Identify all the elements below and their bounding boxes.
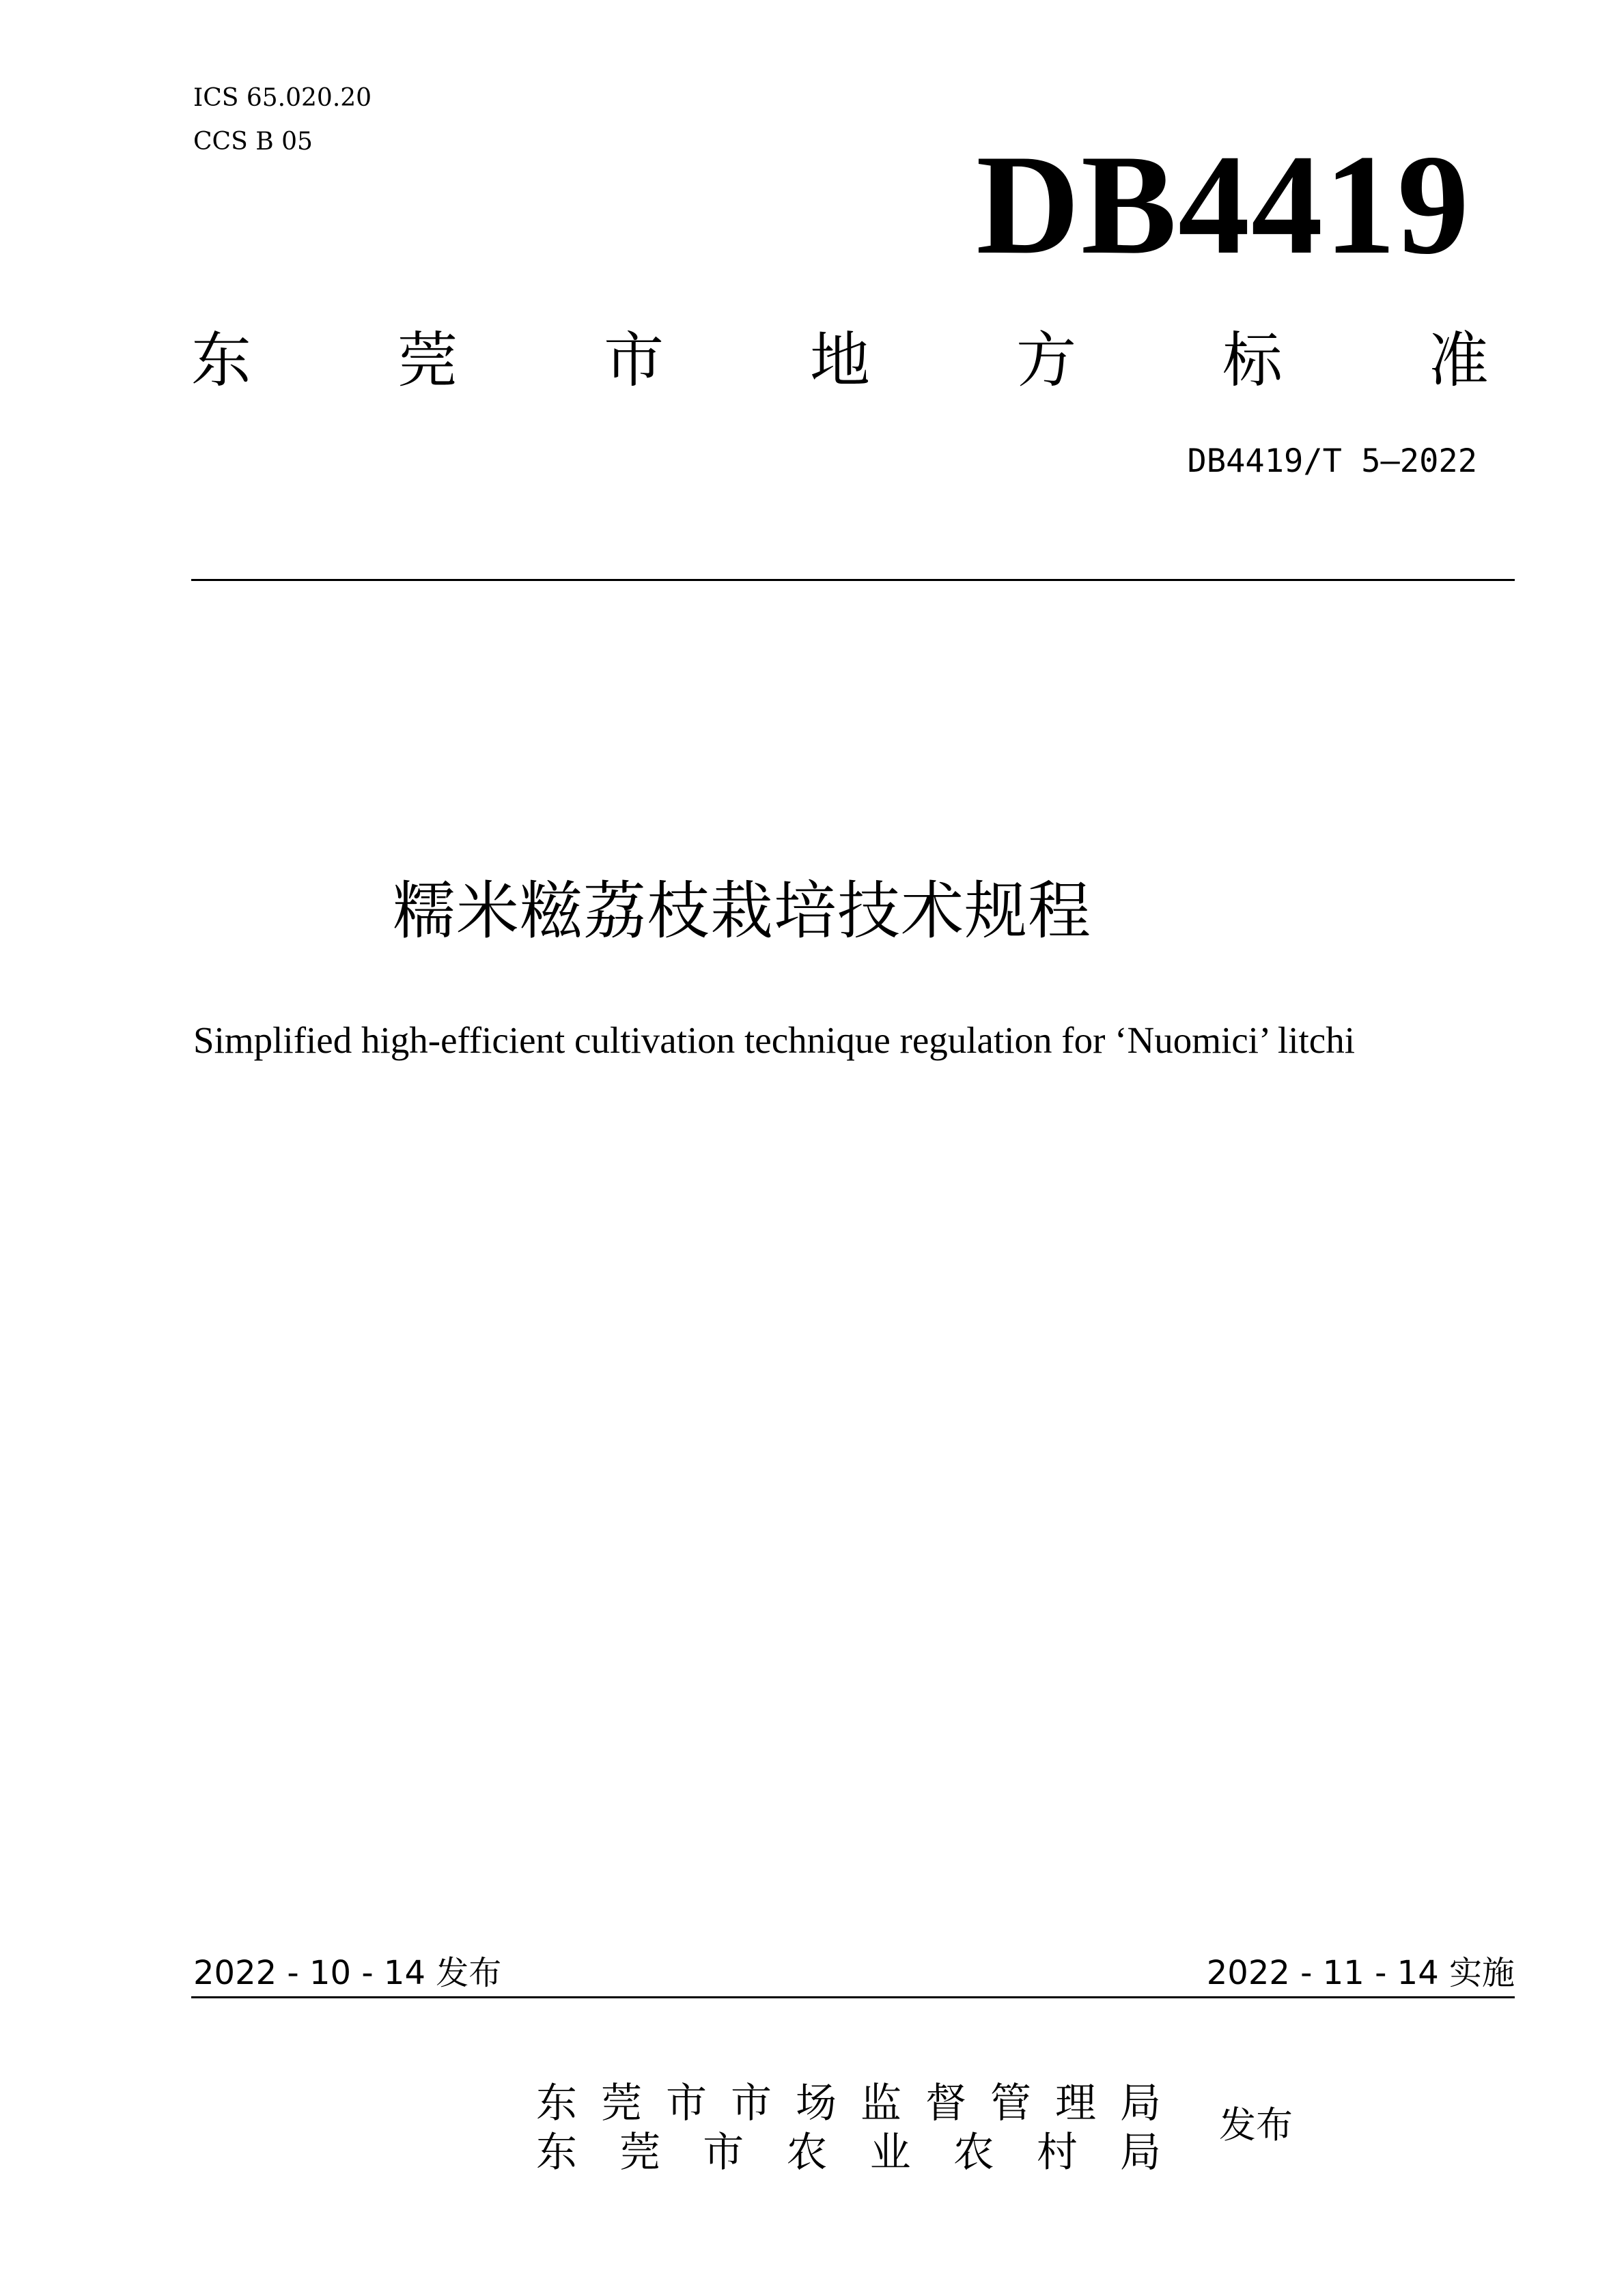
- publisher-char: 局: [1119, 2129, 1161, 2177]
- publisher-char: 莞: [601, 2080, 642, 2127]
- standard-logo: DB4419: [976, 126, 1470, 284]
- publish-label: 发布: [1219, 2103, 1293, 2146]
- publisher-char: 东: [536, 2080, 577, 2127]
- document-title-chinese: 糯米糍荔枝栽培技术规程: [393, 875, 1092, 948]
- publisher-char: 理: [1055, 2080, 1096, 2127]
- standard-type-char: 东: [191, 325, 252, 395]
- standard-type-char: 地: [809, 325, 870, 395]
- standard-type-char: 市: [603, 325, 664, 395]
- standard-type-char: 准: [1428, 325, 1489, 395]
- publisher-char: 村: [1036, 2129, 1078, 2177]
- publisher-char: 市: [703, 2129, 744, 2177]
- header-divider: [191, 579, 1515, 581]
- publisher-agriculture-bureau: [536, 2128, 1161, 2177]
- publisher-market-regulation: [536, 2079, 1161, 2128]
- publisher-char: 莞: [619, 2129, 661, 2177]
- ics-code: ICS 65.020.20: [193, 84, 372, 112]
- publisher-char: 农: [786, 2129, 828, 2177]
- standard-type-char: 标: [1222, 325, 1283, 395]
- footer-divider: [191, 1996, 1515, 1998]
- publisher-char: 东: [536, 2129, 577, 2177]
- publisher-char: 督: [925, 2080, 966, 2127]
- publisher-char: 农: [953, 2129, 994, 2177]
- standard-type-char: 莞: [397, 325, 458, 395]
- publisher-char: 管: [990, 2080, 1031, 2127]
- standard-number: DB4419/T 5—2022: [1187, 442, 1477, 480]
- publisher-char: 市: [731, 2080, 772, 2127]
- ccs-code: CCS B 05: [193, 128, 313, 156]
- publisher-char: 业: [869, 2129, 911, 2177]
- issue-date: 2022 - 10 - 14 发布: [193, 1954, 502, 1992]
- standard-type-heading: [191, 320, 1489, 401]
- document-title-english: Simplified high-efficient cultivation technique regulation for ‘Nuomici’ litchi: [193, 1019, 1355, 1061]
- publisher-char: 监: [860, 2080, 901, 2127]
- standard-type-char: 方: [1016, 325, 1076, 395]
- publisher-char: 市: [666, 2080, 707, 2127]
- publisher-char: 局: [1120, 2080, 1161, 2127]
- publisher-char: 场: [796, 2080, 837, 2127]
- implementation-date: 2022 - 11 - 14 实施: [1206, 1954, 1515, 1992]
